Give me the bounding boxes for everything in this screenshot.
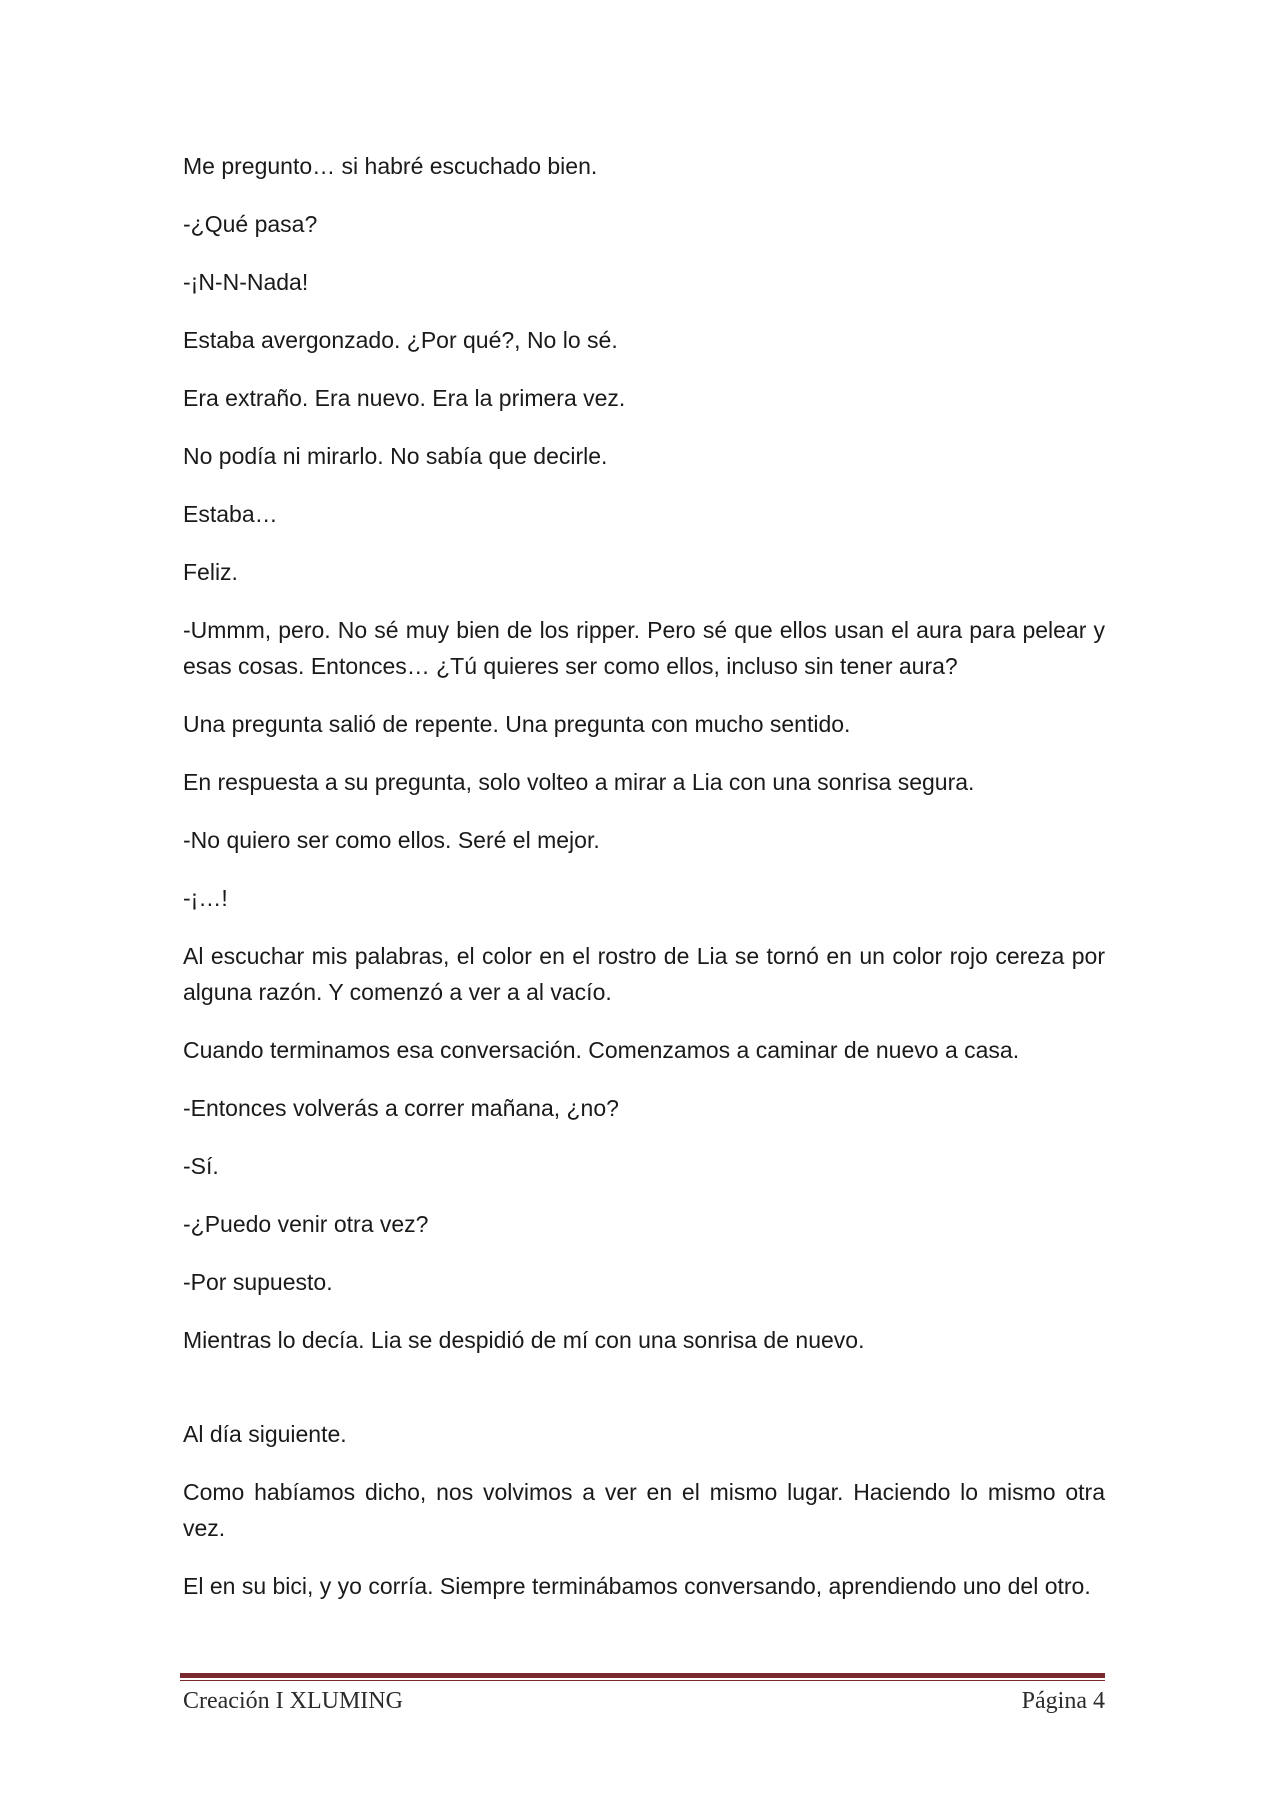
paragraph: Era extraño. Era nuevo. Era la primera vez. <box>183 385 626 411</box>
paragraph: Feliz. <box>183 559 238 585</box>
paragraph: Mientras lo decía. Lia se despidió de mí con una sonrisa de nuevo. <box>183 1327 865 1353</box>
paragraph: El en su bici, y yo corría. Siempre terminábamos conversando, aprendiendo uno del otro. <box>183 1573 1091 1599</box>
paragraph: -Por supuesto. <box>183 1269 333 1295</box>
paragraph: Al día siguiente. <box>183 1421 347 1447</box>
page-footer <box>183 1688 1105 1715</box>
paragraph: -No quiero ser como ellos. Seré el mejor. <box>183 827 600 853</box>
paragraph: No podía ni mirarlo. No sabía que decirle. <box>183 443 608 469</box>
paragraph: Estaba avergonzado. ¿Por qué?, No lo sé. <box>183 327 618 353</box>
paragraph: -Entonces volverás a correr mañana, ¿no? <box>183 1095 619 1121</box>
footer-page-number: Página 4 <box>1021 1688 1105 1714</box>
paragraph: Me pregunto… si habré escuchado bien. <box>183 153 598 179</box>
paragraph: -¿Puedo venir otra vez? <box>183 1211 429 1237</box>
paragraph: En respuesta a su pregunta, solo volteo a mirar a Lia con una sonrisa segura. <box>183 769 975 795</box>
paragraph: -¡N-N-Nada! <box>183 269 309 295</box>
paragraph: Una pregunta salió de repente. Una pregunta con mucho sentido. <box>183 711 851 737</box>
paragraph: -¿Qué pasa? <box>183 211 318 237</box>
paragraph: Al escuchar mis palabras, el color en el rostro de Lia se tornó en un color rojo cereza por alguna razón. Y comenzó a ver a al vacío. <box>183 943 1105 1005</box>
paragraph: -¡…! <box>183 885 228 911</box>
paragraph: Cuando terminamos esa conversación. Comenzamos a caminar de nuevo a casa. <box>183 1037 1020 1063</box>
paragraph: Estaba… <box>183 501 278 527</box>
paragraph: -Sí. <box>183 1153 219 1179</box>
paragraph: Como habíamos dicho, nos volvimos a ver en el mismo lugar. Haciendo lo mismo otra vez. <box>183 1479 1105 1541</box>
footer-divider <box>180 1673 1105 1681</box>
body-text <box>183 148 1105 1626</box>
paragraph: -Ummm, pero. No sé muy bien de los ripper. Pero sé que ellos usan el aura para pelear y esas cosas. Entonces… ¿Tú quieres ser como ellos, incluso sin tener aura? <box>183 617 1105 679</box>
footer-author: Creación I XLUMING <box>183 1688 403 1714</box>
